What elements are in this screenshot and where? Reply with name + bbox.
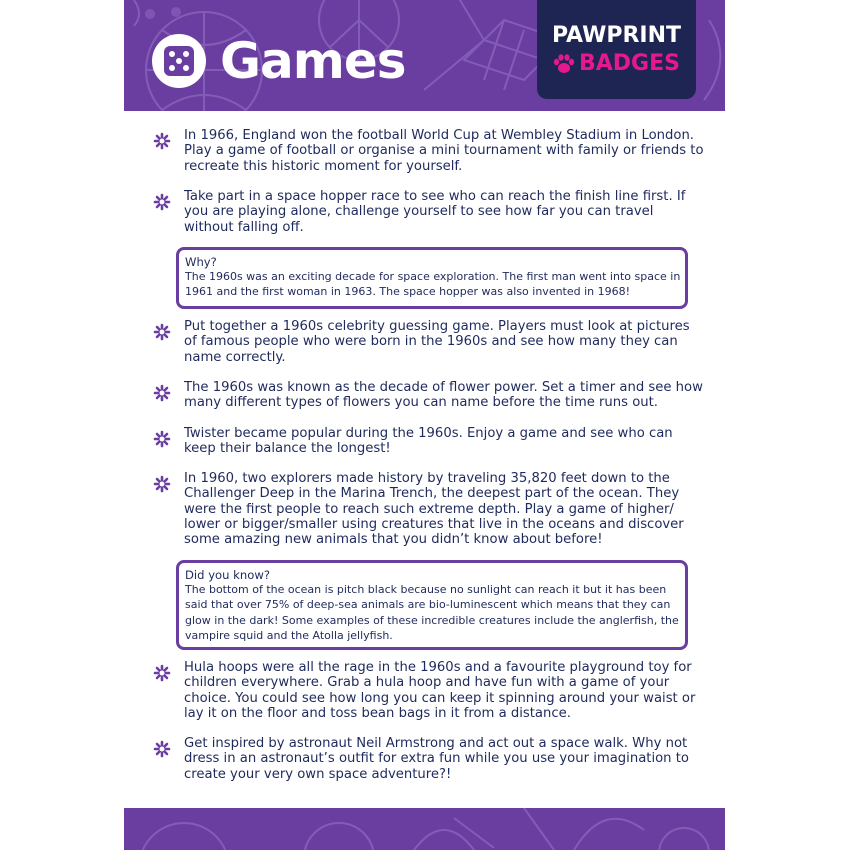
brand-logo	[537, 0, 696, 99]
footer-banner	[124, 808, 725, 850]
asterisk-flower-icon	[153, 664, 171, 682]
asterisk-flower-icon	[153, 193, 171, 211]
brand-bottom-text: BADGES	[579, 50, 680, 76]
header-banner	[124, 0, 725, 111]
item-text: In 1966, England won the football World Cup at Wembley Stadium in London. Play a game of football or organise a mini tournament with family or friends to recreate this historic moment for yourself.	[184, 128, 704, 174]
page-title: Games	[220, 32, 406, 90]
footer-decoration	[124, 808, 725, 850]
asterisk-flower-icon	[153, 430, 171, 448]
item-text: Get inspired by astronaut Neil Armstrong and act out a space walk. Why not dress in an astronaut’s outfit for extra fun while you use your imagination to create your very own space adventure?!	[184, 736, 689, 782]
page	[124, 0, 725, 850]
brand-bottom-row	[553, 51, 680, 77]
item-text: The 1960s was known as the decade of flower power. Set a timer and see how many different types of flowers you can name before the time runs out.	[184, 380, 703, 411]
item-text: Take part in a space hopper race to see who can reach the finish line first. If you are playing alone, challenge yourself to see how far you can travel without falling off.	[184, 189, 686, 235]
box-title: Did you know?	[185, 568, 270, 582]
item-text: In 1960, two explorers made history by traveling 35,820 feet down to the Challenger Deep in the Marina Trench, the deepest part of the ocean. They were the first people to reach such extreme depth. Play a game of higher/ lower or bigger/smaller using creatures that live in the oceans and discover some amazing new animals that you didn’t know about before!	[184, 471, 684, 548]
dice-icon	[152, 34, 206, 88]
item-text: Twister became popular during the 1960s. Enjoy a game and see who can keep their balance the longest!	[184, 426, 673, 457]
box-body: The 1960s was an exciting decade for space exploration. The first man went into space in 1961 and the first woman in 1963. The space hopper was also invented in 1968!	[185, 270, 681, 299]
paw-icon	[553, 54, 575, 74]
asterisk-flower-icon	[153, 323, 171, 341]
asterisk-flower-icon	[153, 132, 171, 150]
asterisk-flower-icon	[153, 384, 171, 402]
brand-top-text: PAWPRINT	[551, 22, 682, 48]
asterisk-flower-icon	[153, 475, 171, 493]
asterisk-flower-icon	[153, 740, 171, 758]
why-box	[176, 247, 688, 309]
box-title: Why?	[185, 255, 217, 269]
did-you-know-box	[176, 560, 688, 650]
item-text: Hula hoops were all the rage in the 1960s and a favourite playground toy for children everywhere. Grab a hula hoop and have fun with a game of your choice. You could see how long you can keep it spinning around your waist or lay it on the floor and toss bean bags in it from a distance.	[184, 660, 696, 721]
title-group	[152, 33, 406, 89]
item-text: Put together a 1960s celebrity guessing game. Players must look at pictures of famous people who were born in the 1960s and see how many they can name correctly.	[184, 319, 690, 365]
box-body: The bottom of the ocean is pitch black because no sunlight can reach it but it has been said that over 75% of deep-sea animals are bio-luminescent which means that they can glow in the dark! Some examples of these incredible creatures include the anglerfish, the vampire squid and the Atolla jellyfish.	[185, 583, 679, 642]
